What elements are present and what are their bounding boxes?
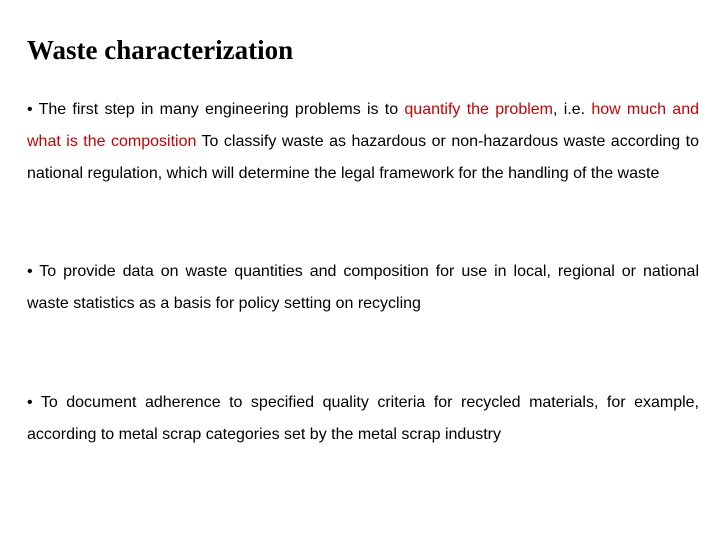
bullet-text: The first step in many engineering problems is to [32, 101, 405, 118]
bullet-text: , i.e. [553, 101, 592, 118]
bullet-text: To document adherence to specified quality criteria for recycled materials, for example, according to metal scrap categories set by the metal scrap industry [27, 394, 699, 443]
bullet-marker: • [27, 263, 33, 280]
highlighted-phrase: quantify the problem [404, 101, 553, 118]
highlighted-phrase: how much and what is the composition [27, 101, 699, 150]
bullet-point-3 [27, 387, 699, 451]
bullet-marker: • [27, 101, 33, 118]
bullet-point-1 [27, 94, 699, 190]
bullet-text: To provide data on waste quantities and composition for use in local, regional or national waste statistics as a basis for policy setting on recycling [27, 263, 699, 312]
bullet-point-2 [27, 256, 699, 320]
slide-title: Waste characterization [27, 35, 294, 65]
bullet-text: To classify waste as hazardous or non-hazardous waste according to national regulation, which will determine the legal framework for the handling of the waste [27, 133, 699, 182]
bullet-marker: • [27, 394, 33, 411]
